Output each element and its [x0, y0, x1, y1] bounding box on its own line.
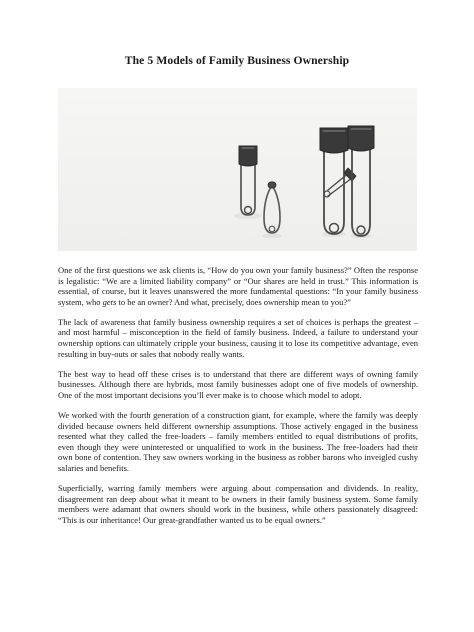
paragraph-1-text-b: to be an owner? And what, precisely, does ownership mean to you?”	[116, 296, 351, 307]
paragraph-2: The lack of awareness that family business ownership requires a set of choices is perhaps the greatest – and most harmful – misconception in the field of family business. Indeed, a failure to understand your ownership options can ultimately cripple your business, causing it to lose its competitive advantage, even resulting in buy-outs or sales that nobody really wants.	[58, 316, 418, 359]
paragraph-1-emphasis: gets	[102, 296, 117, 307]
paragraph-3: The best way to head off these crises is to understand that there are different ways of owning family businesses. Although there are hybrids, most family businesses adopt one of five models of ownership. One of the most important decisions you’ll ever make is to choose which model to adopt.	[58, 368, 418, 400]
safety-pins-icon	[58, 88, 417, 251]
document-title: The 5 Models of Family Business Ownership	[124, 54, 350, 67]
paragraph-1	[58, 265, 418, 307]
paragraph-5: Superficially, warring family members were arguing about compensation and dividends. In reality, disagreement ran deep about what it meant to be owners in their family business system. Some family members were adamant that owners should work in the business, while others passionately disagreed: “This is our inheritance! Our great-grandfather wanted us to be equal owners.”	[58, 483, 418, 525]
safety-pins-photo	[58, 88, 417, 251]
document-body	[58, 265, 418, 535]
paragraph-1-text-a: One of the first questions we ask clients is, “How do you own your family business?” Often the response is legalistic: “We are a limited liability company” or “Our shares are held in trust.” This information is essential, of course, but it leaves unanswered the more fundamental questions: “In your family business system, who	[58, 265, 418, 307]
paragraph-4: We worked with the fourth generation of a construction giant, for example, where the family was deeply divided because owners held different ownership assumptions. Those actively engaged in the business resented what they called the free-loaders – family members entitled to equal distributions of profits, even though they were uninterested or unqualified to work in the business. The free-loaders had their own bone of contention. They saw owners working in the business as robber barons who inveigled cushy salaries and benefits.	[58, 410, 418, 473]
